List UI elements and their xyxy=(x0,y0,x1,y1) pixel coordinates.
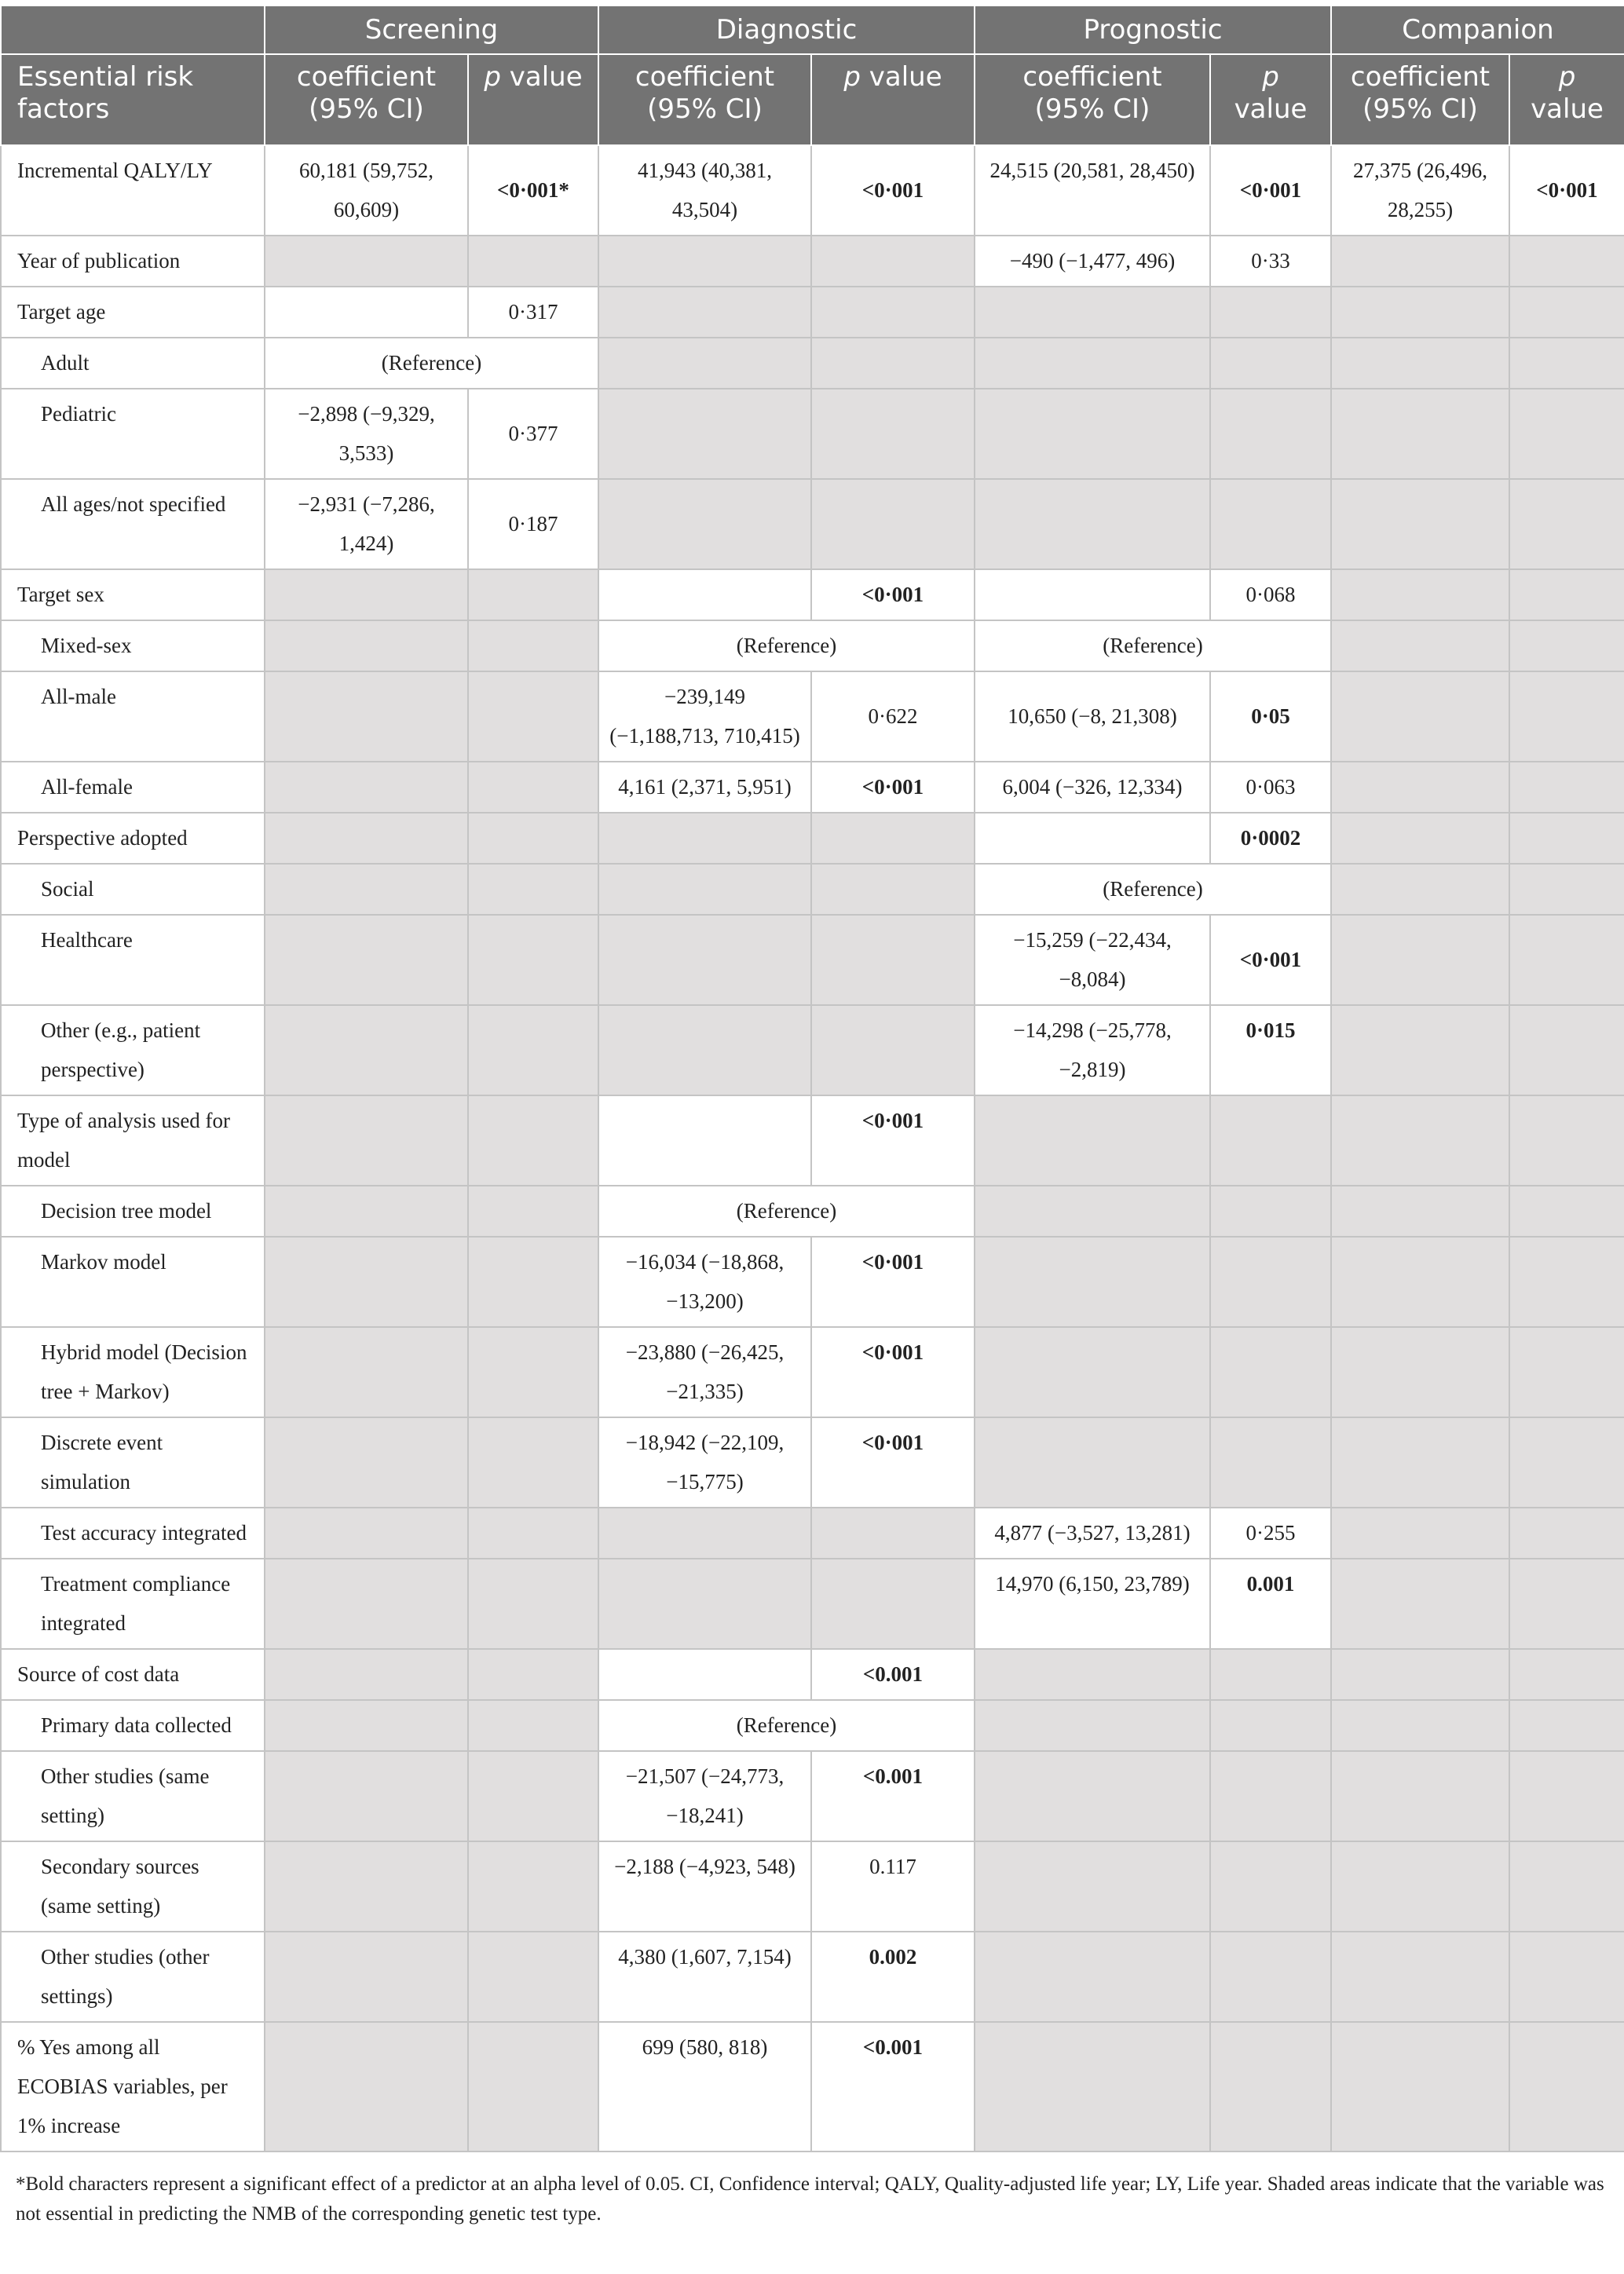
table-row xyxy=(1,1417,1624,1508)
shaded-cell xyxy=(468,1751,598,1841)
shaded-cell xyxy=(1331,1327,1509,1417)
companion-coefficient: 27,375 (26,496, 28,255) xyxy=(1331,145,1509,236)
shaded-cell xyxy=(265,1932,468,2022)
shaded-cell xyxy=(1331,479,1509,569)
diagnostic-p-value: <0.001 xyxy=(811,2022,975,2152)
shaded-cell xyxy=(1331,864,1509,915)
diagnostic-p-value: <0·001 xyxy=(811,1327,975,1417)
row-label: Decision tree model xyxy=(1,1186,265,1237)
row-label: Treatment compliance integrated xyxy=(1,1559,265,1649)
prognostic-coefficient xyxy=(975,813,1210,864)
shaded-cell xyxy=(265,1700,468,1751)
header-coefficient: coefficient (95% CI) xyxy=(265,54,468,145)
reference-cell: (Reference) xyxy=(598,1186,975,1237)
shaded-cell xyxy=(1509,1417,1624,1508)
diagnostic-coefficient: −2,188 (−4,923, 548) xyxy=(598,1841,811,1932)
reference-cell: (Reference) xyxy=(975,864,1331,915)
shaded-cell xyxy=(1331,762,1509,813)
shaded-cell xyxy=(265,762,468,813)
shaded-cell xyxy=(265,915,468,1005)
diagnostic-p-value: <0·001 xyxy=(811,1417,975,1508)
shaded-cell xyxy=(1331,1649,1509,1700)
shaded-cell xyxy=(811,1559,975,1649)
shaded-cell xyxy=(265,813,468,864)
diagnostic-p-value: 0.002 xyxy=(811,1932,975,2022)
shaded-cell xyxy=(1509,389,1624,479)
shaded-cell xyxy=(1331,236,1509,287)
shaded-cell xyxy=(1210,1186,1331,1237)
shaded-cell xyxy=(811,236,975,287)
shaded-cell xyxy=(1210,1751,1331,1841)
table-row xyxy=(1,287,1624,338)
row-label: Adult xyxy=(1,338,265,389)
table-row xyxy=(1,915,1624,1005)
shaded-cell xyxy=(1331,287,1509,338)
prognostic-p-value: 0.001 xyxy=(1210,1559,1331,1649)
group-header-screening: Screening xyxy=(265,5,598,54)
diagnostic-p-value: <0·001 xyxy=(811,569,975,620)
shaded-cell xyxy=(975,1095,1210,1186)
prognostic-coefficient: −14,298 (−25,778, −2,819) xyxy=(975,1005,1210,1095)
table-row xyxy=(1,671,1624,762)
row-label: Discrete event simulation xyxy=(1,1417,265,1508)
table-row xyxy=(1,1005,1624,1095)
p-symbol: p xyxy=(484,61,501,93)
prognostic-coefficient: 10,650 (−8, 21,308) xyxy=(975,671,1210,762)
shaded-cell xyxy=(1331,813,1509,864)
shaded-cell xyxy=(811,389,975,479)
header-risk-factors: Essential risk factors xyxy=(1,54,265,145)
shaded-cell xyxy=(265,1005,468,1095)
row-label: All-female xyxy=(1,762,265,813)
shaded-cell xyxy=(468,620,598,671)
diagnostic-coefficient xyxy=(598,1649,811,1700)
shaded-cell xyxy=(811,287,975,338)
prognostic-p-value: 0·063 xyxy=(1210,762,1331,813)
prognostic-coefficient: 24,515 (20,581, 28,450) xyxy=(975,145,1210,236)
shaded-cell xyxy=(468,671,598,762)
p-symbol: p xyxy=(843,61,861,93)
shaded-cell xyxy=(598,389,811,479)
diagnostic-coefficient: 4,161 (2,371, 5,951) xyxy=(598,762,811,813)
shaded-cell xyxy=(468,1237,598,1327)
header-empty-cell xyxy=(1,5,265,54)
shaded-cell xyxy=(468,915,598,1005)
p-symbol: p xyxy=(1262,61,1279,93)
p-symbol: p xyxy=(1558,61,1576,93)
shaded-cell xyxy=(265,1417,468,1508)
shaded-cell xyxy=(975,1700,1210,1751)
shaded-cell xyxy=(1210,2022,1331,2152)
prognostic-coefficient: −490 (−1,477, 496) xyxy=(975,236,1210,287)
row-label: All ages/not specified xyxy=(1,479,265,569)
prognostic-p-value: 0·05 xyxy=(1210,671,1331,762)
reference-cell: (Reference) xyxy=(598,620,975,671)
table-row xyxy=(1,479,1624,569)
shaded-cell xyxy=(1331,1186,1509,1237)
shaded-cell xyxy=(1331,1700,1509,1751)
shaded-cell xyxy=(1210,287,1331,338)
row-label: Perspective adopted xyxy=(1,813,265,864)
shaded-cell xyxy=(1331,1237,1509,1327)
diagnostic-coefficient: −21,507 (−24,773, −18,241) xyxy=(598,1751,811,1841)
regression-results-table xyxy=(0,5,1624,2152)
shaded-cell xyxy=(1509,1751,1624,1841)
shaded-cell xyxy=(1331,1005,1509,1095)
prognostic-coefficient: 4,877 (−3,527, 13,281) xyxy=(975,1508,1210,1559)
row-label: Other (e.g., patient perspective) xyxy=(1,1005,265,1095)
diagnostic-coefficient xyxy=(598,569,811,620)
shaded-cell xyxy=(468,1095,598,1186)
shaded-cell xyxy=(811,1005,975,1095)
shaded-cell xyxy=(1331,1559,1509,1649)
shaded-cell xyxy=(598,479,811,569)
shaded-cell xyxy=(975,389,1210,479)
prognostic-p-value: 0·015 xyxy=(1210,1005,1331,1095)
header-p-value xyxy=(1509,54,1624,145)
shaded-cell xyxy=(975,1751,1210,1841)
table-row xyxy=(1,338,1624,389)
shaded-cell xyxy=(468,1186,598,1237)
row-label: Primary data collected xyxy=(1,1700,265,1751)
shaded-cell xyxy=(265,864,468,915)
reference-cell: (Reference) xyxy=(598,1700,975,1751)
shaded-cell xyxy=(1210,1932,1331,2022)
shaded-cell xyxy=(1331,915,1509,1005)
shaded-cell xyxy=(1331,389,1509,479)
shaded-cell xyxy=(1210,1327,1331,1417)
diagnostic-p-value: <0·001 xyxy=(811,1237,975,1327)
reference-cell: (Reference) xyxy=(975,620,1331,671)
shaded-cell xyxy=(1331,620,1509,671)
group-header-prognostic: Prognostic xyxy=(975,5,1331,54)
shaded-cell xyxy=(468,1327,598,1417)
shaded-cell xyxy=(598,1559,811,1649)
shaded-cell xyxy=(265,1237,468,1327)
shaded-cell xyxy=(1331,1417,1509,1508)
prognostic-coefficient: 6,004 (−326, 12,334) xyxy=(975,762,1210,813)
shaded-cell xyxy=(265,1841,468,1932)
reference-cell: (Reference) xyxy=(265,338,598,389)
shaded-cell xyxy=(468,1841,598,1932)
shaded-cell xyxy=(975,1327,1210,1417)
table-row xyxy=(1,1095,1624,1186)
shaded-cell xyxy=(1509,1700,1624,1751)
shaded-cell xyxy=(1210,1237,1331,1327)
header-coefficient: coefficient (95% CI) xyxy=(975,54,1210,145)
row-label: Markov model xyxy=(1,1237,265,1327)
shaded-cell xyxy=(811,1508,975,1559)
shaded-cell xyxy=(468,2022,598,2152)
diagnostic-coefficient: 41,943 (40,381, 43,504) xyxy=(598,145,811,236)
shaded-cell xyxy=(1331,2022,1509,2152)
row-label: Other studies (same setting) xyxy=(1,1751,265,1841)
shaded-cell xyxy=(598,864,811,915)
row-label: Other studies (other settings) xyxy=(1,1932,265,2022)
row-label: Target age xyxy=(1,287,265,338)
group-header-companion: Companion xyxy=(1331,5,1624,54)
shaded-cell xyxy=(1210,338,1331,389)
table-row xyxy=(1,236,1624,287)
prognostic-coefficient: 14,970 (6,150, 23,789) xyxy=(975,1559,1210,1649)
shaded-cell xyxy=(1509,236,1624,287)
shaded-cell xyxy=(1509,2022,1624,2152)
header-coefficient: coefficient (95% CI) xyxy=(598,54,811,145)
diagnostic-coefficient: −239,149 (−1,188,713, 710,415) xyxy=(598,671,811,762)
shaded-cell xyxy=(1509,479,1624,569)
shaded-cell xyxy=(975,1841,1210,1932)
shaded-cell xyxy=(468,1508,598,1559)
shaded-cell xyxy=(1509,1095,1624,1186)
shaded-cell xyxy=(1509,1932,1624,2022)
table-row xyxy=(1,145,1624,236)
shaded-cell xyxy=(265,1751,468,1841)
table-footnote: *Bold characters represent a significant effect of a predictor at an alpha level of 0.05. CI, Confidence interval; QALY, Quality-adjusted life year; LY, Life year. Shaded areas indicate that the variable was not essential in predicting the NMB of the corresponding genetic test type. xyxy=(16,2173,1604,2225)
row-label: Type of analysis used for model xyxy=(1,1095,265,1186)
row-label: Year of publication xyxy=(1,236,265,287)
shaded-cell xyxy=(598,915,811,1005)
table-row xyxy=(1,1649,1624,1700)
shaded-cell xyxy=(265,671,468,762)
group-header-diagnostic: Diagnostic xyxy=(598,5,975,54)
screening-p-value: 0·187 xyxy=(468,479,598,569)
shaded-cell xyxy=(598,236,811,287)
header-p-value xyxy=(468,54,598,145)
shaded-cell xyxy=(975,1237,1210,1327)
shaded-cell xyxy=(265,1327,468,1417)
prognostic-p-value: 0·255 xyxy=(1210,1508,1331,1559)
shaded-cell xyxy=(975,2022,1210,2152)
shaded-cell xyxy=(265,569,468,620)
prognostic-coefficient xyxy=(975,569,1210,620)
table-row xyxy=(1,1700,1624,1751)
prognostic-coefficient: −15,259 (−22,434, −8,084) xyxy=(975,915,1210,1005)
table-row xyxy=(1,1327,1624,1417)
diagnostic-coefficient: −18,942 (−22,109, −15,775) xyxy=(598,1417,811,1508)
shaded-cell xyxy=(811,338,975,389)
shaded-cell xyxy=(468,762,598,813)
table-row xyxy=(1,1841,1624,1932)
header-p-value xyxy=(1210,54,1331,145)
table-row xyxy=(1,1508,1624,1559)
table-row xyxy=(1,1237,1624,1327)
p-value-word: value xyxy=(860,61,942,93)
diagnostic-p-value: <0·001 xyxy=(811,1095,975,1186)
shaded-cell xyxy=(975,338,1210,389)
table-row xyxy=(1,1751,1624,1841)
shaded-cell xyxy=(975,1932,1210,2022)
shaded-cell xyxy=(1210,1095,1331,1186)
table-row xyxy=(1,569,1624,620)
row-label: Target sex xyxy=(1,569,265,620)
shaded-cell xyxy=(1331,338,1509,389)
shaded-cell xyxy=(1331,1508,1509,1559)
screening-p-value: 0·317 xyxy=(468,287,598,338)
prognostic-p-value: 0·33 xyxy=(1210,236,1331,287)
screening-coefficient: −2,931 (−7,286, 1,424) xyxy=(265,479,468,569)
prognostic-p-value: 0·068 xyxy=(1210,569,1331,620)
table-row xyxy=(1,813,1624,864)
shaded-cell xyxy=(265,1095,468,1186)
shaded-cell xyxy=(265,1649,468,1700)
shaded-cell xyxy=(598,813,811,864)
shaded-cell xyxy=(1509,1508,1624,1559)
shaded-cell xyxy=(1509,287,1624,338)
shaded-cell xyxy=(1210,1649,1331,1700)
table-row xyxy=(1,1559,1624,1649)
shaded-cell xyxy=(468,1417,598,1508)
row-label: Pediatric xyxy=(1,389,265,479)
shaded-cell xyxy=(1509,1649,1624,1700)
row-label: All-male xyxy=(1,671,265,762)
shaded-cell xyxy=(598,1508,811,1559)
companion-p-value: <0·001 xyxy=(1509,145,1624,236)
shaded-cell xyxy=(1509,1841,1624,1932)
p-value-word: value xyxy=(1234,93,1308,125)
shaded-cell xyxy=(468,813,598,864)
shaded-cell xyxy=(975,287,1210,338)
row-label: % Yes among all ECOBIAS variables, per 1% increase xyxy=(1,2022,265,2152)
shaded-cell xyxy=(1509,813,1624,864)
shaded-cell xyxy=(1331,1095,1509,1186)
prognostic-p-value: <0·001 xyxy=(1210,145,1331,236)
shaded-cell xyxy=(265,1508,468,1559)
group-header-row xyxy=(1,5,1624,54)
shaded-cell xyxy=(468,1559,598,1649)
shaded-cell xyxy=(1210,1417,1331,1508)
shaded-cell xyxy=(265,1559,468,1649)
shaded-cell xyxy=(1210,389,1331,479)
shaded-cell xyxy=(811,864,975,915)
diagnostic-p-value: 0·622 xyxy=(811,671,975,762)
shaded-cell xyxy=(1331,1751,1509,1841)
row-label: Hybrid model (Decision tree + Markov) xyxy=(1,1327,265,1417)
shaded-cell xyxy=(975,1186,1210,1237)
table-row xyxy=(1,762,1624,813)
shaded-cell xyxy=(598,338,811,389)
header-coefficient: coefficient (95% CI) xyxy=(1331,54,1509,145)
shaded-cell xyxy=(1331,671,1509,762)
shaded-cell xyxy=(1509,762,1624,813)
table-row xyxy=(1,1932,1624,2022)
shaded-cell xyxy=(975,1649,1210,1700)
shaded-cell xyxy=(1210,479,1331,569)
p-value-word: value xyxy=(500,61,583,93)
results-table-container xyxy=(0,5,1624,2229)
shaded-cell xyxy=(1509,620,1624,671)
prognostic-p-value: <0·001 xyxy=(1210,915,1331,1005)
diagnostic-p-value: <0.001 xyxy=(811,1649,975,1700)
shaded-cell xyxy=(1509,1327,1624,1417)
row-label: Source of cost data xyxy=(1,1649,265,1700)
shaded-cell xyxy=(468,569,598,620)
shaded-cell xyxy=(1331,1932,1509,2022)
shaded-cell xyxy=(1331,1841,1509,1932)
diagnostic-p-value: <0.001 xyxy=(811,1751,975,1841)
shaded-cell xyxy=(598,287,811,338)
table-row xyxy=(1,389,1624,479)
diagnostic-coefficient xyxy=(598,1095,811,1186)
shaded-cell xyxy=(811,479,975,569)
diagnostic-coefficient: −16,034 (−18,868, −13,200) xyxy=(598,1237,811,1327)
screening-p-value: <0·001* xyxy=(468,145,598,236)
shaded-cell xyxy=(1509,671,1624,762)
shaded-cell xyxy=(265,2022,468,2152)
shaded-cell xyxy=(1331,569,1509,620)
shaded-cell xyxy=(1509,915,1624,1005)
shaded-cell xyxy=(811,915,975,1005)
row-label: Social xyxy=(1,864,265,915)
shaded-cell xyxy=(468,236,598,287)
p-value-word: value xyxy=(1531,93,1604,125)
shaded-cell xyxy=(1509,1186,1624,1237)
shaded-cell xyxy=(598,1005,811,1095)
diagnostic-coefficient: −23,880 (−26,425, −21,335) xyxy=(598,1327,811,1417)
shaded-cell xyxy=(1509,1559,1624,1649)
table-row xyxy=(1,2022,1624,2152)
shaded-cell xyxy=(468,864,598,915)
row-label: Mixed-sex xyxy=(1,620,265,671)
table-row xyxy=(1,1186,1624,1237)
diagnostic-coefficient: 699 (580, 818) xyxy=(598,2022,811,2152)
prognostic-p-value: 0·0002 xyxy=(1210,813,1331,864)
shaded-cell xyxy=(1509,569,1624,620)
shaded-cell xyxy=(468,1932,598,2022)
shaded-cell xyxy=(811,813,975,864)
screening-coefficient: −2,898 (−9,329, 3,533) xyxy=(265,389,468,479)
table-row xyxy=(1,620,1624,671)
shaded-cell xyxy=(975,479,1210,569)
row-label: Healthcare xyxy=(1,915,265,1005)
screening-p-value: 0·377 xyxy=(468,389,598,479)
shaded-cell xyxy=(468,1700,598,1751)
shaded-cell xyxy=(1509,1237,1624,1327)
shaded-cell xyxy=(265,1186,468,1237)
shaded-cell xyxy=(975,1417,1210,1508)
column-header-row xyxy=(1,54,1624,145)
row-label: Incremental QALY/LY xyxy=(1,145,265,236)
diagnostic-coefficient: 4,380 (1,607, 7,154) xyxy=(598,1932,811,2022)
table-row xyxy=(1,864,1624,915)
shaded-cell xyxy=(1509,864,1624,915)
diagnostic-p-value: <0·001 xyxy=(811,145,975,236)
screening-coefficient xyxy=(265,287,468,338)
shaded-cell xyxy=(265,620,468,671)
shaded-cell xyxy=(1210,1700,1331,1751)
shaded-cell xyxy=(1210,1841,1331,1932)
shaded-cell xyxy=(468,1005,598,1095)
header-p-value xyxy=(811,54,975,145)
row-label: Test accuracy integrated xyxy=(1,1508,265,1559)
shaded-cell xyxy=(468,1649,598,1700)
screening-coefficient: 60,181 (59,752, 60,609) xyxy=(265,145,468,236)
diagnostic-p-value: <0·001 xyxy=(811,762,975,813)
shaded-cell xyxy=(1509,1005,1624,1095)
row-label: Secondary sources (same setting) xyxy=(1,1841,265,1932)
shaded-cell xyxy=(1509,338,1624,389)
shaded-cell xyxy=(265,236,468,287)
diagnostic-p-value: 0.117 xyxy=(811,1841,975,1932)
